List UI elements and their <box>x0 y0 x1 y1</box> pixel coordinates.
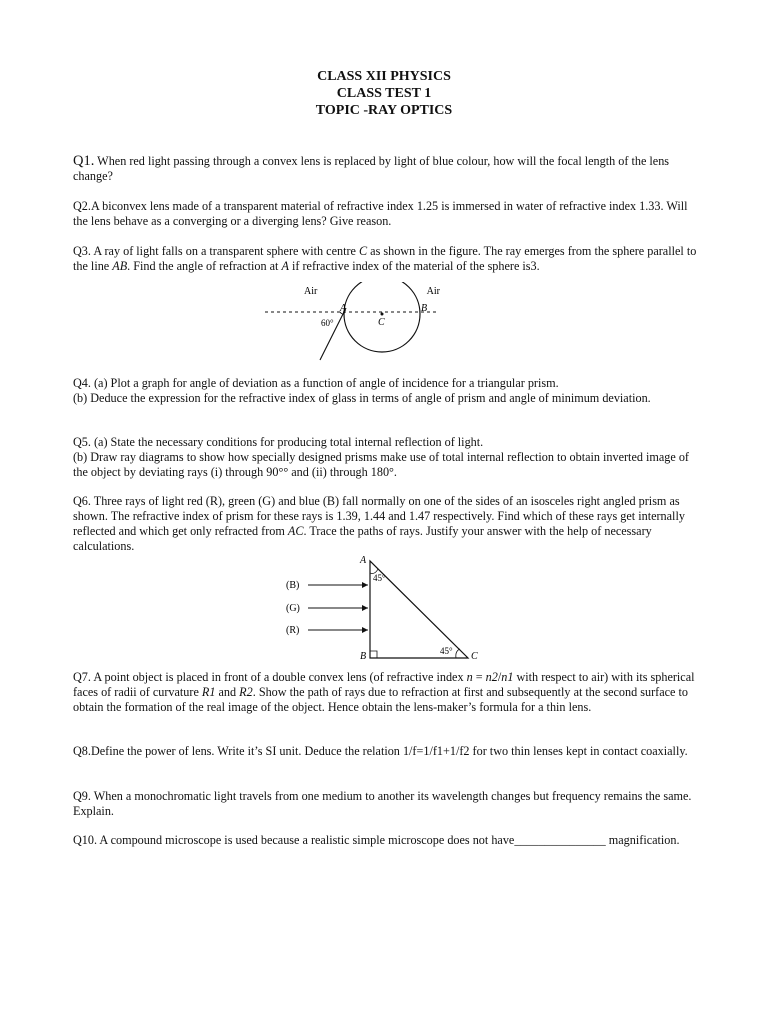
header-class: CLASS XII PHYSICS <box>317 69 451 84</box>
question-7-slash: / <box>497 670 502 684</box>
centre-dot <box>381 313 384 316</box>
angle-top-label: 45° <box>373 573 386 583</box>
question-2 <box>73 199 698 229</box>
question-3-c: C <box>358 244 368 258</box>
question-4-part-b: (b) Deduce the expression for the refractive index of glass in terms of angle of prism and angle of minimum deviation. <box>73 391 651 405</box>
question-6-ac: AC <box>287 524 304 538</box>
question-7-eq: = <box>472 670 486 684</box>
question-7-and: and <box>215 685 240 699</box>
question-3-a: A <box>281 259 289 273</box>
question-3-part2: as shown in the figure. The ray emerges from the sphere parallel to the line <box>73 244 697 273</box>
question-9-text: Q9. When a monochromatic light travels from one medium to another its wavelength changes but frequency remains the same. Explain. <box>73 789 692 818</box>
ray-b-arrow-icon <box>362 582 368 588</box>
air-left-label: Air <box>304 286 318 297</box>
question-7 <box>73 670 698 715</box>
question-7-n1: n1 <box>501 670 514 684</box>
bottom-angle-arc <box>456 649 460 658</box>
question-4-part-a: Q4. (a) Plot a graph for angle of deviation as a function of angle of incidence for a triangular prism. <box>73 376 559 390</box>
question-3-part1: Q3. A ray of light falls on a transparent sphere with centre <box>73 244 359 258</box>
question-10-text: Q10. A compound microscope is used because a realistic simple microscope does not have_______________ magnification. <box>73 833 680 847</box>
ray-g-arrow-icon <box>362 605 368 611</box>
question-10 <box>73 833 698 848</box>
question-9 <box>73 789 698 819</box>
question-7-part2: with respect to air) with its spherical faces of radii of curvature <box>73 670 695 699</box>
ray-b-label: (B) <box>286 580 300 591</box>
question-7-r2: R2 <box>239 685 253 699</box>
question-6 <box>73 494 698 554</box>
question-7-r1: R1 <box>201 685 216 699</box>
question-7-part3: . Show the path of rays due to refraction at first and subsequently at the second surface to obtain the formation of the real image of the object. Hence obtain the lens-maker’s formula for a thin lens. <box>73 685 688 714</box>
air-right-label: Air <box>426 286 440 297</box>
ray-r-arrow-icon <box>362 627 368 633</box>
prism-figure <box>282 553 492 665</box>
question-1 <box>73 154 698 184</box>
question-5 <box>73 435 698 480</box>
question-6-part2: . Trace the paths of rays. Justify your answer with the help of necessary calculations. <box>73 524 652 553</box>
angle-bottom-label: 45° <box>440 646 453 656</box>
question-1-text: When red light passing through a convex lens is replaced by light of blue colour, how will the focal length of the lens change? <box>73 154 670 183</box>
sphere-figure <box>260 282 440 364</box>
point-b-label: B <box>421 303 428 314</box>
question-8 <box>73 744 698 759</box>
point-a-label: A <box>340 303 347 314</box>
question-7-part1: Q7. A point object is placed in front of a double convex lens (of refractive index <box>73 670 467 684</box>
question-4 <box>73 376 698 406</box>
header-topic: TOPIC -RAY OPTICS <box>315 103 453 118</box>
header-test: CLASS TEST 1 <box>336 86 432 101</box>
question-5-part-a: Q5. (a) State the necessary conditions for producing total internal reflection of light. <box>73 435 484 449</box>
ray-r-label: (R) <box>286 625 300 636</box>
question-6-part1: Q6. Three rays of light red (R), green (G) and blue (B) fall normally on one of the sides of an isosceles right angled prism as shown. The refractive index of prism for these rays is 1.39, 1.44 and 1.47 respectively. Find which of these rays get internally reflected and which get only refracted from <box>73 494 685 538</box>
question-7-n: n <box>466 670 473 684</box>
question-1-number: Q1. <box>73 153 95 169</box>
question-5-part-b: (b) Draw ray diagrams to show how specially designed prisms make use of total internal reflection to obtain inverted image of the object by deviating rays (i) through 90°° and (ii) through 180°. <box>73 450 689 479</box>
point-c-label: C <box>378 317 385 328</box>
question-2-text: Q2.A biconvex lens made of a transparent material of refractive index 1.25 is immersed in water of refractive index 1.33. Will the lens behave as a converging or a diverging lens? Give reason. <box>73 199 688 228</box>
question-3 <box>73 244 698 274</box>
ray-g-label: (G) <box>286 603 300 614</box>
vertex-b-label: B <box>360 651 367 662</box>
vertex-c-label: C <box>471 651 478 662</box>
incident-ray <box>320 308 346 360</box>
question-3-ab: AB <box>112 259 128 273</box>
angle-60-label: 60° <box>321 318 334 328</box>
right-angle-mark <box>370 651 377 658</box>
question-7-n2: n2 <box>485 670 498 684</box>
question-3-part3: . Find the angle of refraction at <box>127 259 282 273</box>
question-3-part4: if refractive index of the material of the sphere is3. <box>288 259 540 273</box>
vertex-a-label: A <box>360 555 367 566</box>
question-8-text: Q8.Define the power of lens. Write it’s SI unit. Deduce the relation 1/f=1/f1+1/f2 for two thin lenses kept in contact coaxially. <box>73 744 688 758</box>
